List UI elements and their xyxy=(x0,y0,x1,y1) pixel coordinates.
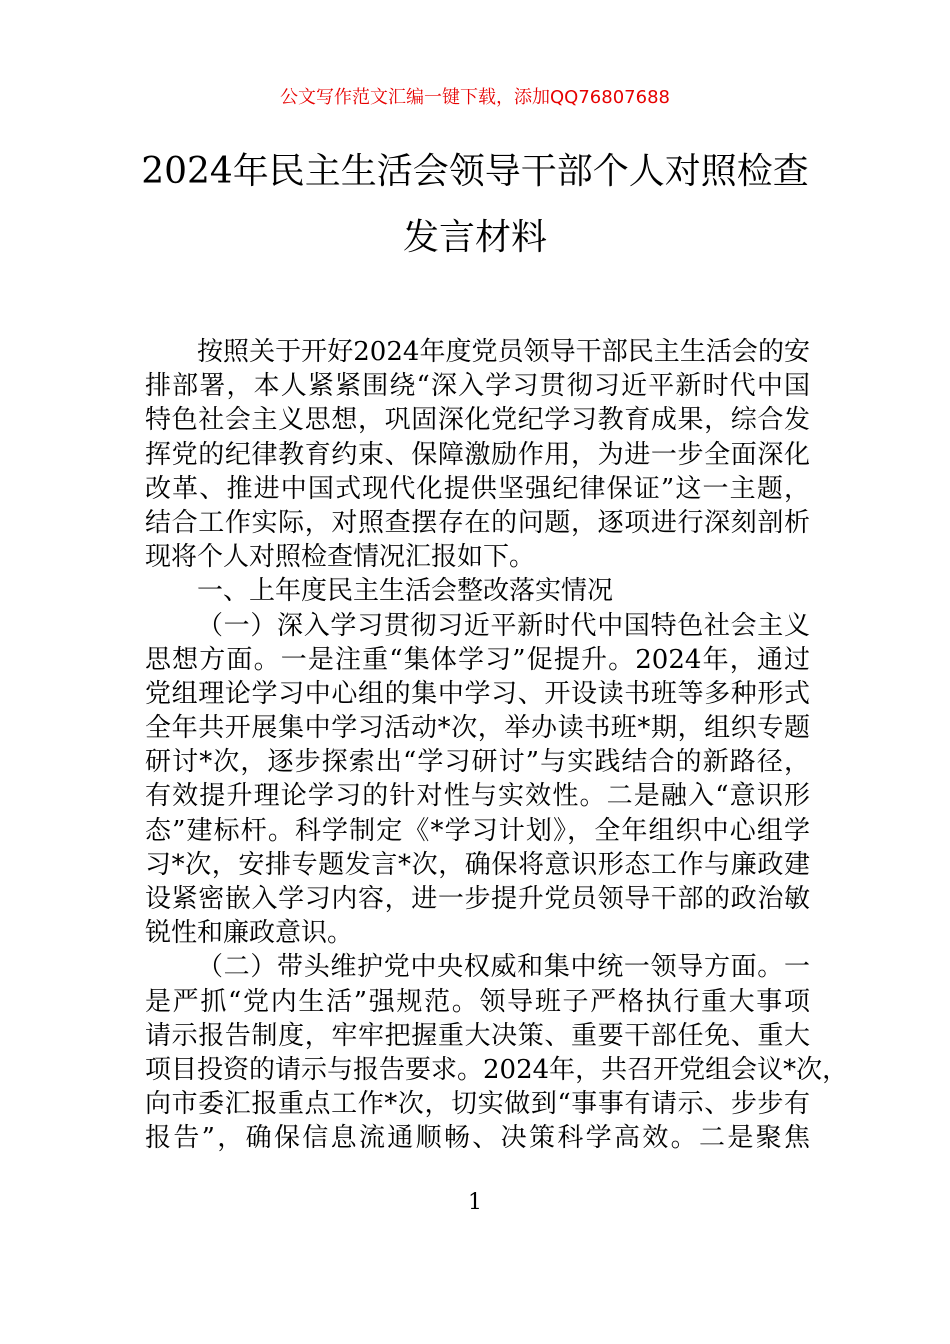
section-heading-1: 一、上年度民主生活会整改落实情况 xyxy=(197,576,614,607)
body-line-15: 态”建标杆。科学制定《*学习计划》，全年组织中心组学 xyxy=(145,815,810,846)
body-line-12: 全年共开展集中学习活动*次，举办读书班*期，组织专题 xyxy=(145,713,810,744)
document-title-line-2: 发言材料 xyxy=(402,217,547,258)
document-title-line-1: 2024年民主生活会领导干部个人对照检查 xyxy=(141,151,809,192)
page-number: 1 xyxy=(468,1190,482,1215)
body-line-23: 向市委汇报重点工作*次，切实做到“事事有请示、步步有 xyxy=(145,1089,810,1120)
body-line-5: 改革、推进中国式现代化提供坚强纪律保证”这一主题， xyxy=(145,473,810,504)
body-line-16: 习*次，安排专题发言*次，确保将意识形态工作与廉政建 xyxy=(145,849,810,880)
download-notice: 公文写作范文汇编一键下载，添加QQ76807688 xyxy=(280,87,670,108)
body-line-4: 挥党的纪律教育约束、保障激励作用，为进一步全面深化 xyxy=(145,439,810,470)
body-line-7: 现将个人对照检查情况汇报如下。 xyxy=(145,542,536,573)
body-text xyxy=(145,335,849,1156)
body-line-21: 请示报告制度，牢牢把握重大决策、重要干部任免、重大 xyxy=(145,1020,810,1051)
body-line-11: 党组理论学习中心组的集中学习、开设读书班等多种形式 xyxy=(145,678,810,709)
body-line-2: 排部署，本人紧紧围绕“深入学习贯彻习近平新时代中国 xyxy=(145,371,810,402)
body-line-22: 项目投资的请示与报告要求。2024年，共召开党组会议*次， xyxy=(145,1054,849,1085)
body-line-14: 有效提升理论学习的针对性与实效性。二是融入“意识形 xyxy=(145,781,810,812)
body-line-10: 思想方面。一是注重“集体学习”促提升。2024年，通过 xyxy=(145,644,810,675)
body-line-6: 结合工作实际，对照查摆存在的问题，逐项进行深刻剖析 xyxy=(145,507,810,538)
body-line-24: 报告”，确保信息流通顺畅、决策科学高效。二是聚焦 xyxy=(145,1123,810,1154)
body-line-13: 研讨*次，逐步探索出“学习研讨”与实践结合的新路径， xyxy=(145,747,810,778)
body-line-18: 锐性和廉政意识。 xyxy=(145,918,354,949)
body-line-17: 设紧密嵌入学习内容，进一步提升党员领导干部的政治敏 xyxy=(145,884,810,914)
body-line-1: 按照关于开好2024年度党员领导干部民主生活会的安 xyxy=(197,337,810,367)
body-line-3: 特色社会主义思想，巩固深化党纪学习教育成果，综合发 xyxy=(145,405,810,436)
body-line-9: （一）深入学习贯彻习近平新时代中国特色社会主义 xyxy=(197,610,810,641)
body-line-20: 是严抓“党内生活”强规范。领导班子严格执行重大事项 xyxy=(145,986,810,1017)
body-line-19: （二）带头维护党中央权威和集中统一领导方面。一 xyxy=(197,952,810,983)
